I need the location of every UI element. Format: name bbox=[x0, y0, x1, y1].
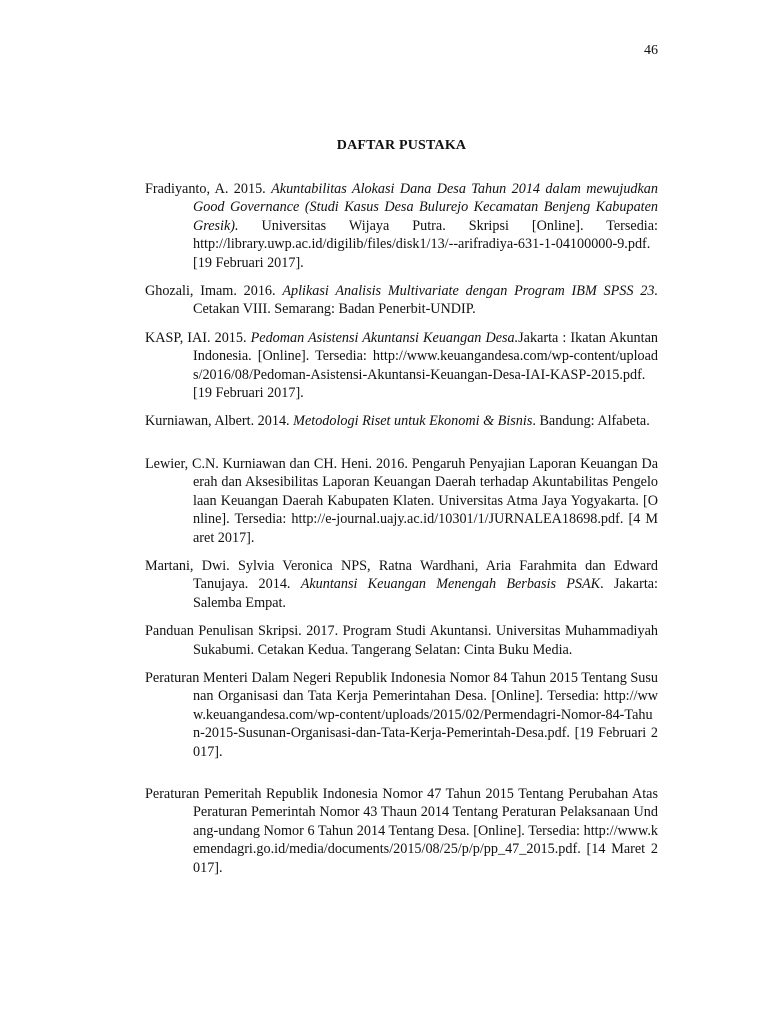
page-number: 46 bbox=[644, 43, 658, 58]
reference-entry bbox=[145, 180, 658, 272]
reference-title: Metodologi Riset untuk Ekonomi & Bisnis bbox=[293, 413, 533, 430]
reference-text: Peraturan Menteri Dalam Negeri Republik Indonesia Nomor 84 Tahun 2015 Tentang Susunan Organisasi dan Tata Kerja Pemerintahan Desa. [Online]. Tersedia: http://www.keuangandesa.com/wp-content/uploads/2015/02/Permendagri-Nomor-84-Tahun-2015-Susunan-Organisasi-dan-Tata-Kerja-Pemerintah-Desa.pdf. [19 Februari 2017]. bbox=[145, 669, 658, 760]
reference-text: Peraturan Pemeritah Republik Indonesia Nomor 47 Tahun 2015 Tentang Perubahan Atas Peraturan Pemerintah Nomor 43 Thaun 2014 Tentang Peraturan Pelaksanaan Undang-undang Nomor 6 Tahun 2014 Tentang Desa. [Online]. Tersedia: http://www.kemendagri.go.id/media/documents/2015/08/25/p/p/pp_47_2015.pdf. [14 Maret 2017]. bbox=[145, 785, 658, 876]
reference-entry bbox=[145, 669, 658, 761]
reference-entry bbox=[145, 785, 658, 877]
reference-title: Aplikasi Analisis Multivariate dengan Program IBM SPSS 23. bbox=[282, 283, 658, 300]
reference-entry bbox=[145, 412, 658, 430]
reference-text: Jakarta : Ikatan Akuntan Indonesia. [Online]. Tersedia: http://www.keuangandesa.com/wp-content/uploads/2016/08/Pedoman-Asistensi-Akuntansi-Keuangan-Desa-IAI-KASP-2015.pdf. [19 Februari 2017]. bbox=[193, 329, 658, 402]
reference-text: Kurniawan, Albert. 2014. bbox=[145, 413, 294, 430]
reference-text: . Bandung: Alfabeta. bbox=[532, 413, 650, 430]
reference-text: Ghozali, Imam. 2016. bbox=[145, 283, 283, 300]
reference-text: Panduan Penulisan Skripsi. 2017. Program Studi Akuntansi. Universitas Muhammadiyah Sukabumi. Cetakan Kedua. Tangerang Selatan: Cinta Buku Media. bbox=[145, 623, 658, 658]
reference-text: Fradiyanto, A. 2015. bbox=[145, 181, 272, 197]
reference-list bbox=[145, 180, 658, 877]
reference-text: KASP, IAI. 2015. bbox=[145, 329, 251, 346]
reference-title: Akuntabilitas Alokasi Dana Desa Tahun 2014 dalam mewujudkan Good Governance (Studi Kasus Desa Bulurejo Kecamatan Benjeng Kabupaten Gresik). bbox=[193, 181, 658, 234]
reference-text: Cetakan VIII. Semarang: Badan Penerbit-UNDIP. bbox=[193, 301, 476, 318]
page-title: DAFTAR PUSTAKA bbox=[336, 138, 467, 153]
reference-entry bbox=[145, 329, 658, 403]
reference-entry bbox=[145, 282, 658, 319]
reference-text: Universitas Wijaya Putra. Skripsi [Online]. Tersedia: http://library.uwp.ac.id/digilib/files/disk1/13/--arifradiya-631-1-04100000-9.pdf. [19 Februari 2017]. bbox=[193, 217, 658, 271]
reference-title: Pedoman Asistensi Akuntansi Keuangan Desa. bbox=[250, 329, 519, 346]
reference-entry bbox=[145, 455, 658, 547]
reference-text: Martani, Dwi. Sylvia Veronica NPS, Ratna Wardhani, Aria Farahmita dan Edward Tanujaya. 2014. bbox=[145, 557, 658, 593]
reference-text: . Jakarta: Salemba Empat. bbox=[193, 576, 658, 611]
reference-title: Akuntansi Keuangan Menengah Berbasis PSAK bbox=[300, 576, 601, 593]
reference-text: Lewier, C.N. Kurniawan dan CH. Heni. 2016. Pengaruh Penyajian Laporan Keuangan Daerah dan Aksesibilitas Laporan Keuangan Daerah terhadap Akuntabilitas Pengelolaan Keuangan Daerah Kabupaten Klaten. Universitas Atma Jaya Yogyakarta. [Online]. Tersedia: http://e-journal.uajy.ac.id/10301/1/JURNALEA18698.pdf. [4 Maret 2017]. bbox=[145, 455, 658, 546]
reference-entry bbox=[145, 557, 658, 612]
reference-entry bbox=[145, 622, 658, 659]
